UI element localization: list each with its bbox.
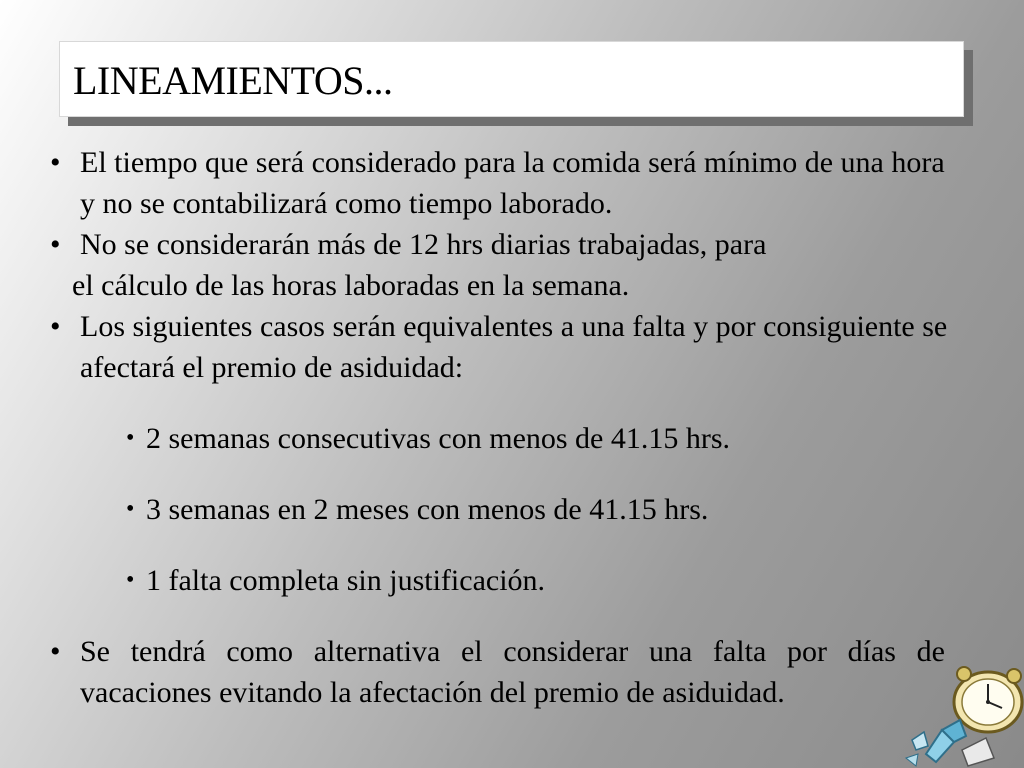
bullet-item-max-hours [50,224,950,306]
bullet-item-meal-time [50,142,950,224]
sub-bullet-text: 2 semanas consecutivas con menos de 41.15 hrs. [146,422,731,455]
bullet-marker: • [50,146,61,179]
bullet-item-absence-cases [50,306,950,388]
sub-bullet-marker: • [126,567,135,593]
bullet-marker: • [50,310,61,343]
title-box [59,41,964,117]
sub-bullet-item [50,418,950,459]
bullet-marker: • [50,228,61,261]
bullet-text-line1: No se considerarán más de 12 hrs diarias trabajadas, para [80,228,767,261]
bullet-text: Los siguientes casos serán equivalentes a una falta y por consiguiente se afectará el premio de asiduidad: [80,310,948,384]
bullet-text: El tiempo que será considerado para la comida será mínimo de una hora y no se contabilizará como tiempo laborado. [80,146,945,220]
sub-bullet-text: 1 falta completa sin justificación. [146,564,546,597]
sub-bullet-marker: • [126,425,135,451]
bullet-text: Se tendrá como alternativa el considerar una falta por días de vacaciones evitando la afectación del premio de asiduidad. [80,635,945,709]
sub-bullet-item [50,489,950,530]
bullet-text-line2: el cálculo de las horas laboradas en la semana. [72,269,630,302]
bullet-list [50,142,950,713]
sub-bullet-marker: • [126,496,135,522]
bullet-item-vacation-alternative [50,631,945,713]
slide-title: LINEAMIENTOS... [73,58,393,103]
sub-bullet-item [50,560,950,601]
sub-bullet-text: 3 semanas en 2 meses con menos de 41.15 hrs. [146,493,709,526]
bullet-marker: • [50,635,61,668]
alarm-clock-icon [902,662,1024,768]
